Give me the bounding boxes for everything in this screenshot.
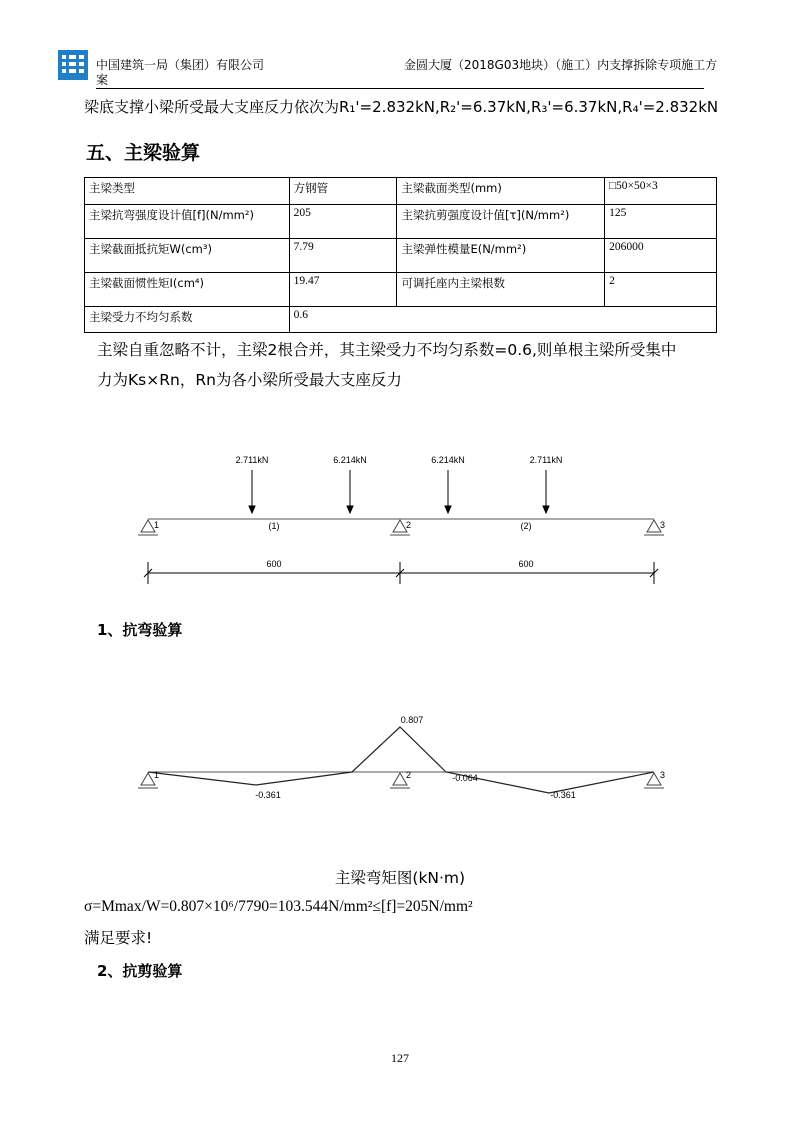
support-icon (138, 520, 664, 535)
param-label: 主梁受力不均匀系数 (85, 307, 290, 333)
subsection-title: 1、抗弯验算 (97, 621, 183, 639)
param-value: □50×50×3 (605, 178, 717, 205)
paragraph-line-2: 力为Ks×Rn，Rn为各小梁所受最大支座反力 (97, 371, 402, 389)
moment-diagram (0, 705, 800, 815)
span-label: (2) (520, 521, 532, 531)
peak-moment-label: 0.807 (400, 715, 424, 725)
param-value: 2 (605, 273, 717, 307)
header-company: 中国建筑一局（集团）有限公司 (96, 58, 265, 72)
load-label: 6.214kN (333, 455, 367, 465)
section-title: 五、主梁验算 (86, 142, 201, 164)
node-label: 1 (154, 770, 160, 780)
param-value: 125 (605, 205, 717, 239)
table-row (85, 239, 717, 273)
node-label: 3 (660, 520, 666, 530)
param-label: 主梁截面类型(mm) (397, 178, 605, 205)
node-label: 1 (154, 520, 160, 530)
node-label: 3 (660, 770, 666, 780)
table-row (85, 307, 717, 333)
param-value: 19.47 (289, 273, 397, 307)
param-value: 方钢管 (289, 178, 397, 205)
dimension-label: 600 (518, 559, 534, 569)
check-result: 满足要求! (84, 929, 153, 947)
reaction-forces-line: 梁底支撑小梁所受最大支座反力依次为R₁'=2.832kN,R₂'=6.37kN,R₃'=6.37kN,R₄'=2.832kN (84, 98, 719, 116)
param-label: 主梁类型 (85, 178, 290, 205)
param-label: 主梁截面抵抗矩W(cm³) (85, 239, 290, 273)
bending-formula: σ=Mmax/W=0.807×10⁶/7790=103.544N/mm²≤[f]=205N/mm² (84, 898, 473, 915)
moment-label: -0.064 (452, 773, 478, 783)
beam-load-diagram (0, 440, 800, 610)
dimension-line (144, 562, 658, 584)
paragraph-line-1: 主梁自重忽略不计，主梁2根合并，其主梁受力不均匀系数=0.6,则单根主梁所受集中 (97, 341, 677, 359)
dimension-label: 600 (266, 559, 282, 569)
param-label: 可调托座内主梁根数 (397, 273, 605, 307)
moment-diagram-caption: 主梁弯矩图(kN·m) (334, 869, 466, 887)
param-label: 主梁弹性模量E(N/mm²) (397, 239, 605, 273)
header-divider (96, 88, 704, 89)
param-label: 主梁抗弯强度设计值[f](N/mm²) (85, 205, 290, 239)
load-arrows (249, 470, 549, 513)
moment-label: -0.361 (550, 790, 576, 800)
node-label: 2 (406, 770, 412, 780)
load-label: 2.711kN (235, 455, 269, 465)
main-beam-parameters-table (84, 177, 717, 333)
moment-label: -0.361 (255, 790, 281, 800)
load-label: 2.711kN (529, 455, 563, 465)
company-logo (58, 50, 88, 80)
page-number: 127 (391, 1051, 409, 1065)
table-row (85, 273, 717, 307)
subsection-title: 2、抗剪验算 (97, 962, 183, 980)
table-row (85, 205, 717, 239)
param-value: 206000 (605, 239, 717, 273)
param-value: 0.6 (289, 307, 716, 333)
node-label: 2 (406, 520, 412, 530)
moment-curve (148, 727, 654, 793)
load-label: 6.214kN (431, 455, 465, 465)
header-title-cont: 案 (96, 73, 109, 87)
span-label: (1) (268, 521, 280, 531)
table-row (85, 178, 717, 205)
param-value: 7.79 (289, 239, 397, 273)
param-label: 主梁截面惯性矩I(cm⁴) (85, 273, 290, 307)
param-value: 205 (289, 205, 397, 239)
param-label: 主梁抗剪强度设计值[τ](N/mm²) (397, 205, 605, 239)
header-doc-title: 金圆大厦（2018G03地块）（施工）内支撑拆除专项施工方 (404, 58, 718, 72)
